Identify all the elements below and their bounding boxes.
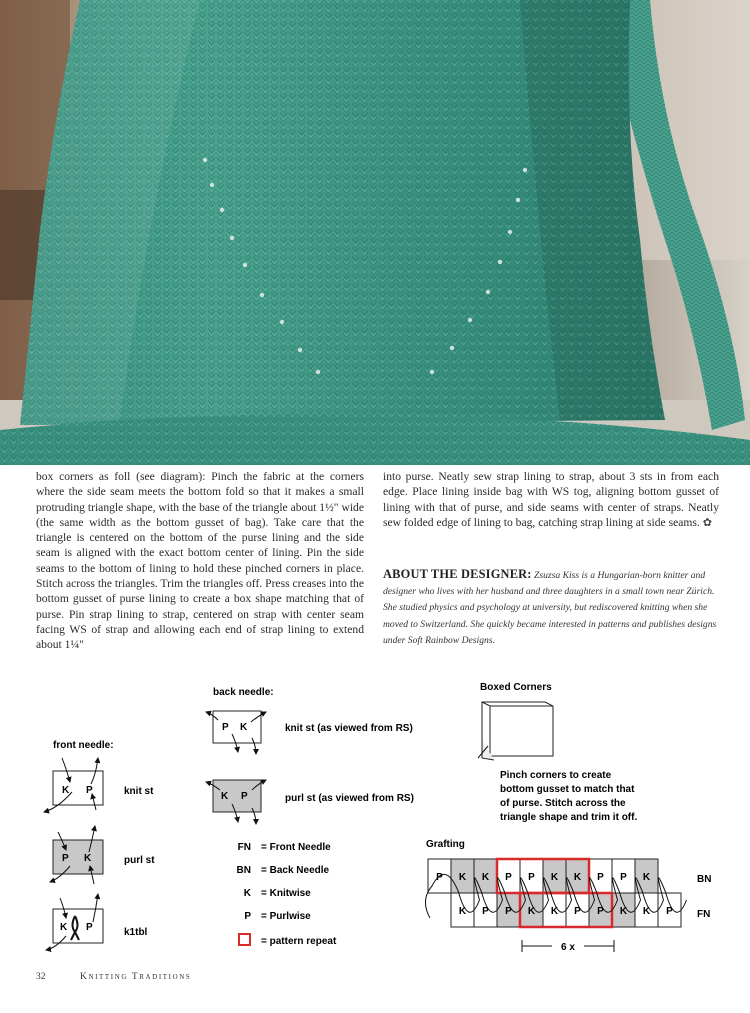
knitted-bag-photo [0, 0, 750, 465]
graft-bn-0-letter: P [436, 872, 443, 883]
boxed-corners-caption: Pinch corners to create bottom gusset to match that of purse. Stitch across the triangle shape and trim it off. [500, 770, 638, 823]
graft-bn-1-letter: K [458, 872, 467, 883]
graft-fn-9-letter: P [666, 906, 673, 917]
front-ktbl-letter-p: P [86, 922, 93, 933]
graft-fn-7-letter: K [619, 906, 628, 917]
legend-abbr-k: K [243, 888, 251, 899]
boxed-corners-illustration [478, 702, 553, 760]
graft-fn-2-letter: P [505, 906, 512, 917]
designer-heading: ABOUT THE DESIGNER: [383, 567, 532, 581]
pattern-repeat-swatch [239, 934, 250, 945]
front-purl-label: purl st [124, 855, 155, 866]
graft-bn-6-letter: K [573, 872, 582, 883]
front-knit-label: knit st [124, 786, 154, 797]
graft-bn-4-letter: P [528, 872, 535, 883]
back-knit-box [213, 711, 261, 743]
front-purl-box [53, 840, 103, 874]
back-purl-letter-k: K [221, 791, 229, 802]
front-ktbl-label: k1tbl [124, 927, 148, 938]
back-purl-letter-p: P [241, 791, 248, 802]
graft-fn-0-letter: K [458, 906, 467, 917]
legend-def-bn: = Back Needle [261, 865, 330, 876]
graft-fn-1-letter: P [482, 906, 489, 917]
grafting-repeat-label: 6 x [561, 942, 575, 953]
legend-def-p: = Purlwise [261, 911, 311, 922]
body-text-left-column [36, 469, 364, 653]
front-knit-letter-k: K [62, 785, 70, 796]
legend-def-fn: = Front Needle [261, 842, 331, 853]
legend-def-repeat: = pattern repeat [261, 936, 337, 947]
front-ktbl-letter-k: K [60, 922, 68, 933]
stitch-diagrams [0, 660, 750, 990]
about-the-designer [383, 566, 721, 649]
graft-fn-5-letter: P [574, 906, 581, 917]
boxed-corners-title: Boxed Corners [480, 682, 552, 693]
body-text-right-column [383, 469, 719, 531]
back-purl-label: purl st (as viewed from RS) [285, 793, 414, 804]
end-mark-icon: ✿ [702, 516, 712, 529]
back-knit-letter-k: K [240, 722, 248, 733]
graft-fn-6-letter: P [597, 906, 604, 917]
front-needle-title: front needle: [53, 740, 114, 751]
legend-abbr-p: P [244, 911, 251, 922]
graft-fn-8-letter: K [642, 906, 651, 917]
designer-bio: Zsuzsa Kiss is a Hungarian-born knitter and designer who lives with her husband and three daughters in a small town near Zürich. She studied physics and psychology at university, but rediscovered knitting when she moved to Switzerland. She quickly became interested in patterns and publishes designs under Soft Rainbow Designs. [383, 570, 717, 646]
legend-abbr-bn: BN [236, 865, 251, 876]
graft-bn-3-letter: P [505, 872, 512, 883]
body-paragraph-right-text: into purse. Neatly sew strap lining to strap, about 3 sts in from each edge. Place lining inside bag with WS tog, aligning bottom gusset of lining with that of purse, and side seams with center of straps. Neatly sew folded edge of lining to bag, catching strap lining at side seams. [383, 470, 719, 529]
legend [237, 842, 337, 947]
graft-bn-9-letter: K [642, 872, 651, 883]
back-knit-label: knit st (as viewed from RS) [285, 723, 413, 734]
graft-fn-3-letter: K [527, 906, 536, 917]
running-title: Knitting Traditions [80, 972, 192, 982]
legend-abbr-fn: FN [237, 842, 251, 853]
body-paragraph-left: box corners as foll (see diagram): Pinch the fabric at the corners where the side seam meets the bottom fold so that it makes a small protruding triangle shape, with the base of the triangle about 1½" wide (the same width as the bottom gusset of bag). Take care that the triangle is centered on the bottom of the purse lining and the side seam is aligned with the exact bottom center of lining. Pin the side seams to the bottom of lining to hold these pinched corners in place. Stitch across the triangles. Trim the triangles off. Press creases into the bottom gusset of purse lining to create a box shape matching that of purse. Pin strap lining to strap, centered on strap with center seam facing WS of strap and allowing each end of strap lining to extend about 1¼" [36, 470, 364, 652]
legend-def-k: = Knitwise [261, 888, 311, 899]
graft-bn-5-letter: K [550, 872, 559, 883]
body-paragraph-right [383, 469, 719, 531]
graft-bn-7-letter: P [597, 872, 604, 883]
grafting-bn-label: BN [697, 874, 712, 885]
graft-fn-4-letter: K [550, 906, 559, 917]
page-number: 32 [36, 972, 46, 982]
graft-bn-8-letter: P [620, 872, 627, 883]
grafting-title: Grafting [426, 839, 465, 850]
graft-bn-2-letter: K [481, 872, 490, 883]
front-knit-box [53, 771, 103, 805]
back-needle-title: back needle: [213, 687, 274, 698]
grafting-chart [425, 859, 686, 927]
front-purl-letter-p: P [62, 853, 69, 864]
front-knit-letter-p: P [86, 785, 93, 796]
back-knit-letter-p: P [222, 722, 229, 733]
grafting-fn-label: FN [697, 909, 711, 920]
hero-photo [0, 0, 750, 465]
front-purl-letter-k: K [84, 853, 92, 864]
